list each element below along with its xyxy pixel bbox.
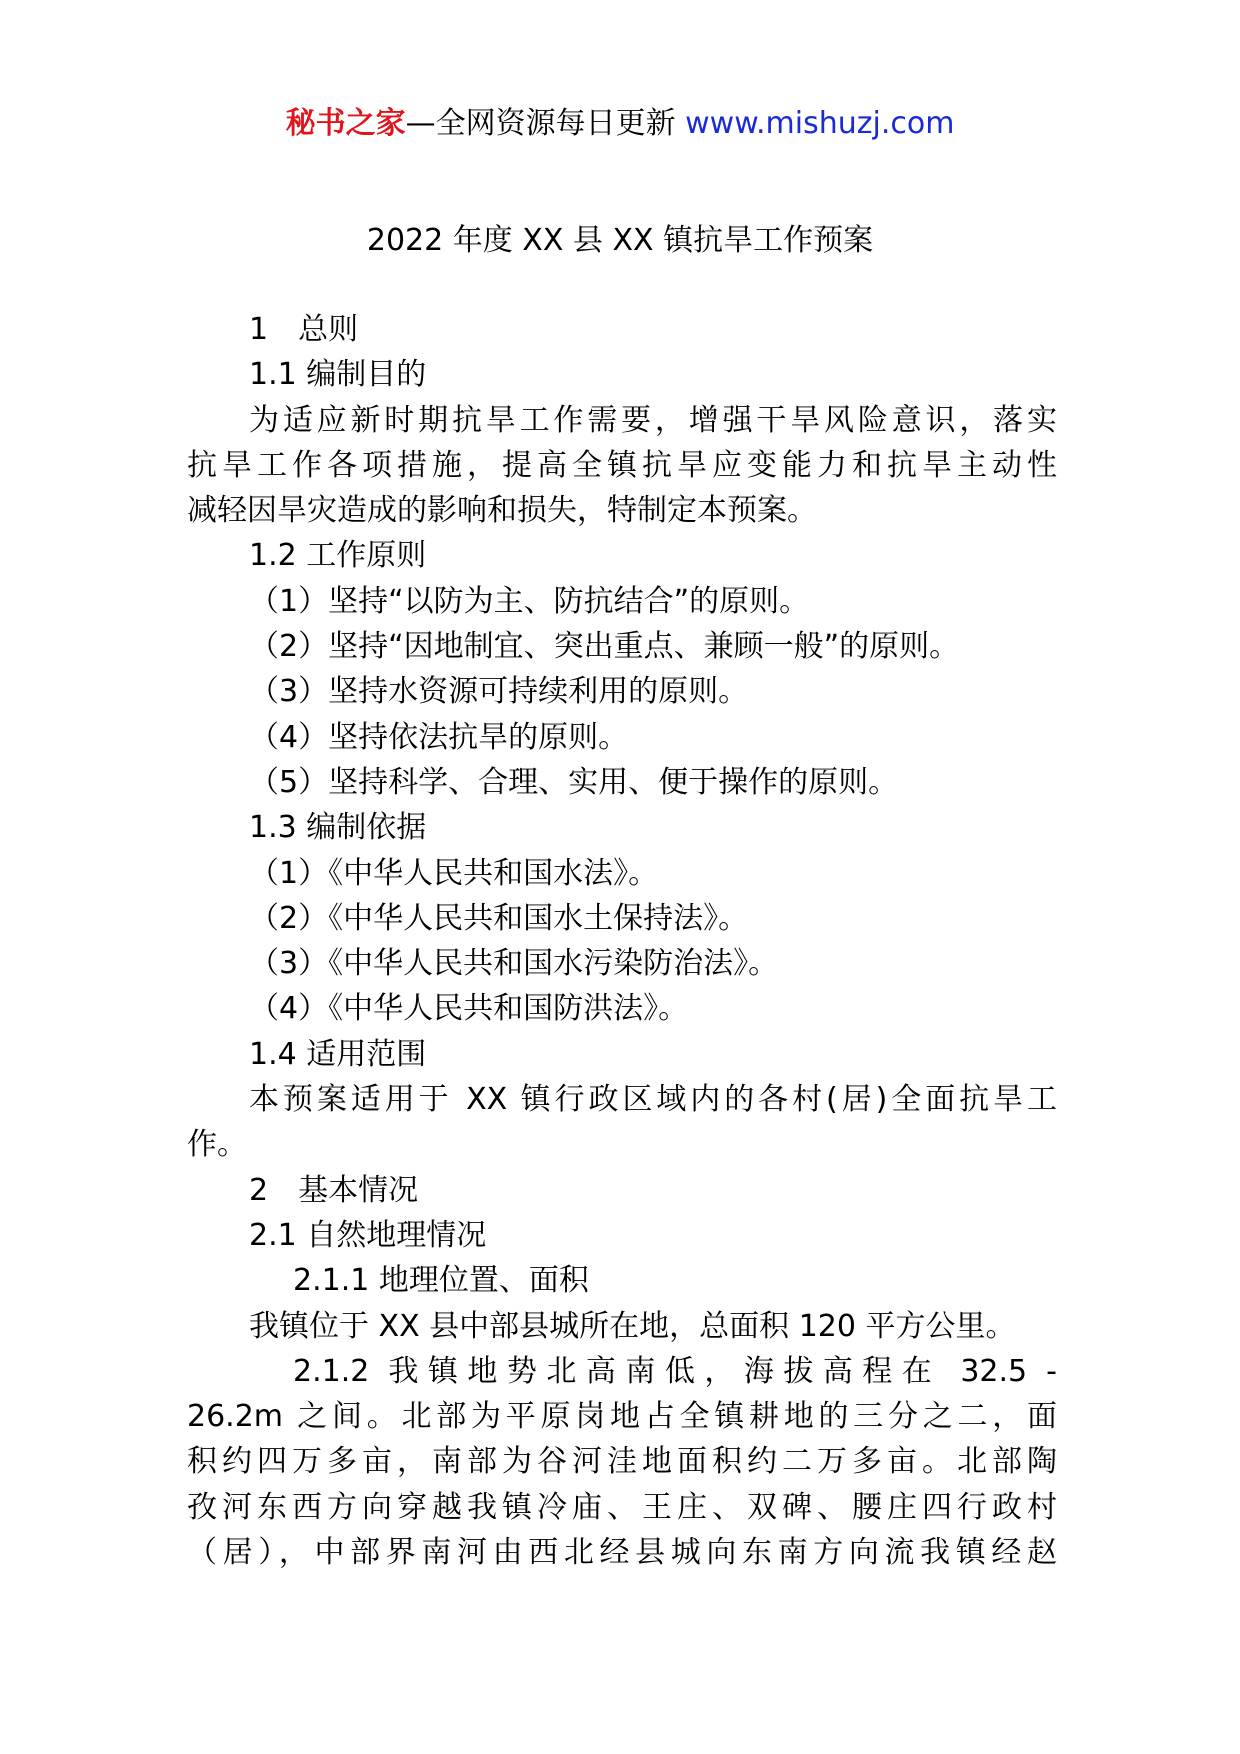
document-title: 2022 年度 XX 县 XX 镇抗旱工作预案 xyxy=(366,223,874,258)
list-item: （2）《中华人民共和国水土保持法》。 xyxy=(249,900,749,936)
list-item: （5）坚持科学、合理、实用、便于操作的原则。 xyxy=(249,764,899,800)
paragraph-line: 孜河东西方向穿越我镇冷庙、王庄、双碑、腰庄四行政村 xyxy=(187,1489,1057,1525)
paragraph-line: 作。 xyxy=(187,1127,247,1163)
site-header xyxy=(0,102,1240,146)
subsection-heading: 2.1 自然地理情况 xyxy=(249,1217,487,1253)
list-item: （1）《中华人民共和国水法》。 xyxy=(249,855,659,891)
list-item: （3）坚持水资源可持续利用的原则。 xyxy=(249,674,749,710)
paragraph-line: 2.1.2 我镇地势北高南低，海拔高程在 32.5 - xyxy=(293,1353,1057,1389)
paragraph-line: 减轻因旱灾造成的影响和损失，特制定本预案。 xyxy=(187,493,817,529)
section-heading: 2 基本情况 xyxy=(249,1172,419,1208)
paragraph-line: 本预案适用于 XX 镇行政区域内的各村(居)全面抗旱工 xyxy=(249,1082,1057,1118)
paragraph-line: 为适应新时期抗旱工作需要，增强干旱风险意识，落实 xyxy=(249,402,1057,438)
list-item: （4）《中华人民共和国防洪法》。 xyxy=(249,991,689,1027)
site-url-link[interactable]: www.mishuzj.com xyxy=(685,106,955,141)
list-item: （3）《中华人民共和国水污染防治法》。 xyxy=(249,946,779,982)
subsubsection-heading: 2.1.1 地理位置、面积 xyxy=(293,1263,589,1299)
paragraph-line: 26.2m 之间。北部为平原岗地占全镇耕地的三分之二，面 xyxy=(187,1399,1057,1435)
paragraph-line: （居），中部界南河由西北经县城向东南方向流我镇经赵 xyxy=(187,1535,1057,1571)
list-item: （2）坚持“因地制宜、突出重点、兼顾一般”的原则。 xyxy=(249,629,960,665)
list-item: （4）坚持依法抗旱的原则。 xyxy=(249,719,629,755)
section-heading: 1 总则 xyxy=(249,312,359,347)
site-tagline: —全网资源每日更新 xyxy=(405,106,676,141)
paragraph-line: 我镇位于 XX 县中部县城所在地，总面积 120 平方公里。 xyxy=(249,1308,1016,1344)
list-item: （1）坚持“以防为主、防抗结合”的原则。 xyxy=(249,583,810,619)
paragraph-line: 抗旱工作各项措施，提高全镇抗旱应变能力和抗旱主动性 xyxy=(187,447,1057,483)
subsection-heading: 1.3 编制依据 xyxy=(249,810,427,846)
subsection-heading: 1.1 编制目的 xyxy=(249,357,427,393)
subsection-heading: 1.4 适用范围 xyxy=(249,1036,427,1072)
document-body xyxy=(187,307,1057,1575)
brand-name: 秘书之家 xyxy=(285,106,406,141)
paragraph-line: 积约四万多亩，南部为谷河洼地面积约二万多亩。北部陶 xyxy=(187,1444,1057,1480)
subsection-heading: 1.2 工作原则 xyxy=(249,538,427,574)
